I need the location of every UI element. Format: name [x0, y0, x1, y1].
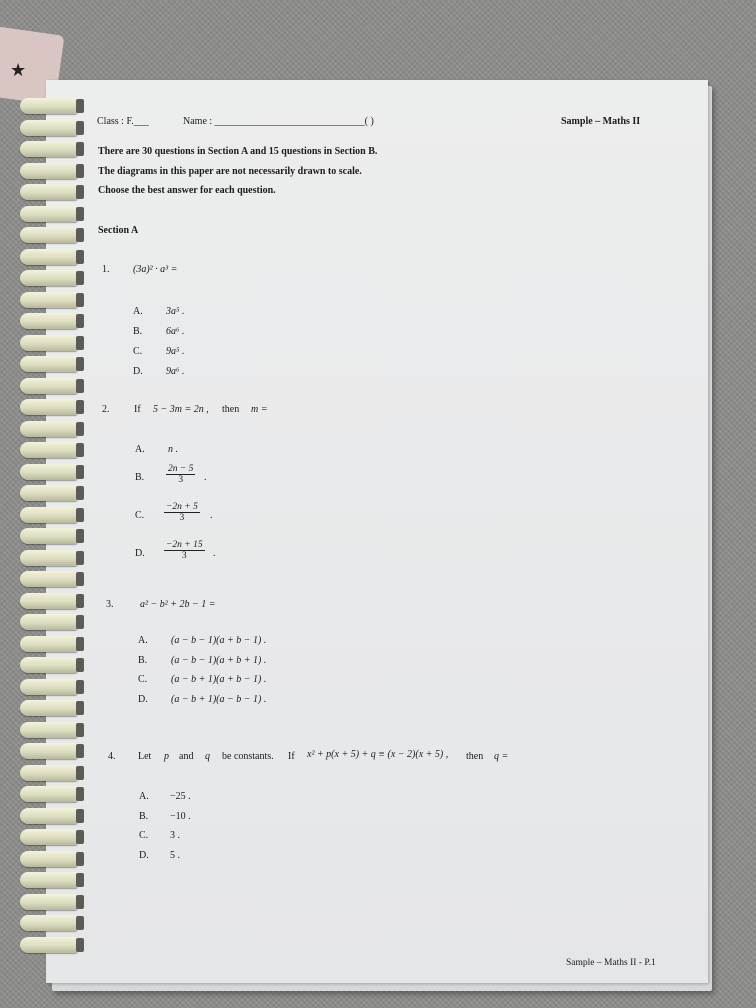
q2-option-b-denominator: 3 [178, 475, 184, 485]
exam-page [46, 80, 708, 983]
q1-option-c: 9a⁵ . [166, 346, 185, 357]
question-4-q: q [205, 751, 210, 762]
question-4-ask: q = [494, 751, 509, 762]
q2-option-b-fraction [166, 464, 195, 485]
binding-ring [20, 399, 78, 415]
binding-ring [20, 851, 78, 867]
binding-hole [76, 164, 84, 178]
question-4-constants: be constants. [222, 751, 274, 762]
binding-hole [76, 615, 84, 629]
binding-hole [76, 336, 84, 350]
q3-option-c-letter: C. [138, 674, 148, 685]
binding-ring [20, 786, 78, 802]
binding-hole [76, 637, 84, 651]
binding-ring [20, 550, 78, 566]
binding-hole [76, 185, 84, 199]
binding-ring [20, 679, 78, 695]
q2-option-d-denominator: 3 [181, 551, 187, 561]
binding-hole [76, 658, 84, 672]
question-2-equation: 5 − 3m = 2n , [153, 404, 209, 415]
question-4-then: then [466, 751, 484, 762]
binding-hole [76, 228, 84, 242]
question-4-number: 4. [108, 751, 116, 762]
binding-ring [20, 593, 78, 609]
binding-hole [76, 852, 84, 866]
binding-hole [76, 787, 84, 801]
binding-ring [20, 743, 78, 759]
q3-option-d-letter: D. [138, 694, 148, 705]
q2-option-c-numerator: −2n + 5 [166, 502, 198, 512]
binding-ring [20, 163, 78, 179]
binding-ring [20, 206, 78, 222]
binding-ring [20, 270, 78, 286]
q2-option-a-letter: A. [135, 444, 145, 455]
binding-hole [76, 594, 84, 608]
binding-hole [76, 572, 84, 586]
question-4-let: Let [138, 751, 152, 762]
question-4-equation: x² + p(x + 5) + q ≡ (x − 2)(x + 5) , [307, 749, 449, 760]
question-4-p: p [164, 751, 169, 762]
binding-ring [20, 528, 78, 544]
question-1-stem: (3a)² · a³ = [133, 264, 178, 275]
q1-option-d: 9a⁶ . [166, 366, 185, 377]
q2-option-c-tail: . [210, 510, 213, 521]
binding-ring [20, 464, 78, 480]
binding-hole [76, 400, 84, 414]
question-3-number: 3. [106, 599, 114, 610]
instruction-2: The diagrams in this paper are not necessarily drawn to scale. [98, 166, 362, 177]
q2-option-d-numerator: −2n + 15 [166, 540, 203, 550]
binding-hole [76, 121, 84, 135]
binding-ring [20, 636, 78, 652]
class-label: Class : F.___ [97, 116, 149, 127]
name-label: Name : ______________________________( ) [183, 116, 374, 127]
binding-hole [76, 551, 84, 565]
binding-hole [76, 916, 84, 930]
binding-ring [20, 292, 78, 308]
binding-ring [20, 356, 78, 372]
q2-option-b-tail: . [204, 472, 207, 483]
binding-ring [20, 442, 78, 458]
q2-option-d-letter: D. [135, 548, 145, 559]
q1-option-c-letter: C. [133, 346, 143, 357]
binding-ring [20, 485, 78, 501]
q1-option-b: 6a⁶ . [166, 326, 185, 337]
q2-option-c-fraction [164, 502, 200, 523]
q2-option-b-letter: B. [135, 472, 145, 483]
binding-hole [76, 529, 84, 543]
star-icon: ★ [10, 60, 27, 80]
q2-option-d-tail: . [213, 548, 216, 559]
binding-ring [20, 313, 78, 329]
binding-ring [20, 808, 78, 824]
instruction-1: There are 30 questions in Section A and 15 questions in Section B. [98, 146, 378, 157]
binding-hole [76, 486, 84, 500]
q1-option-d-letter: D. [133, 366, 143, 377]
binding-hole [76, 379, 84, 393]
spiral-binding [20, 98, 82, 958]
binding-ring [20, 894, 78, 910]
q4-option-c-letter: C. [139, 830, 149, 841]
paper-title: Sample – Maths II [561, 116, 641, 127]
binding-hole [76, 271, 84, 285]
binding-ring [20, 937, 78, 953]
binding-hole [76, 766, 84, 780]
binding-ring [20, 872, 78, 888]
binding-hole [76, 293, 84, 307]
question-4-if: If [288, 751, 295, 762]
question-2-number: 2. [102, 404, 110, 415]
binding-hole [76, 723, 84, 737]
binding-hole [76, 701, 84, 715]
binding-hole [76, 938, 84, 952]
binding-hole [76, 207, 84, 221]
q4-option-b: −10 . [170, 811, 191, 822]
binding-ring [20, 120, 78, 136]
question-2-then: then [222, 404, 240, 415]
q3-option-c: (a − b + 1)(a + b − 1) . [171, 674, 267, 685]
binding-ring [20, 915, 78, 931]
q1-option-b-letter: B. [133, 326, 143, 337]
question-3-stem: a² − b² + 2b − 1 = [140, 599, 216, 610]
binding-ring [20, 98, 78, 114]
binding-ring [20, 571, 78, 587]
binding-hole [76, 443, 84, 457]
binding-ring [20, 335, 78, 351]
binding-ring [20, 507, 78, 523]
q1-option-a: 3a⁵ . [166, 306, 185, 317]
q4-option-a: −25 . [170, 791, 191, 802]
q4-option-c: 3 . [170, 830, 180, 841]
binding-hole [76, 830, 84, 844]
binding-hole [76, 99, 84, 113]
question-1-number: 1. [102, 264, 110, 275]
q2-option-b-numerator: 2n − 5 [168, 464, 194, 474]
question-2-if: If [134, 404, 141, 415]
binding-ring [20, 657, 78, 673]
binding-hole [76, 873, 84, 887]
q3-option-a-letter: A. [138, 635, 148, 646]
instruction-3: Choose the best answer for each question. [98, 185, 276, 196]
q2-option-c-denominator: 3 [179, 513, 185, 523]
binding-hole [76, 314, 84, 328]
binding-hole [76, 744, 84, 758]
q3-option-d: (a − b + 1)(a − b − 1) . [171, 694, 267, 705]
q3-option-a: (a − b − 1)(a + b − 1) . [171, 635, 267, 646]
q3-option-b-letter: B. [138, 655, 148, 666]
binding-ring [20, 614, 78, 630]
binding-hole [76, 895, 84, 909]
question-4-and: and [179, 751, 194, 762]
q4-option-d-letter: D. [139, 850, 149, 861]
binding-ring [20, 829, 78, 845]
binding-ring [20, 421, 78, 437]
binding-hole [76, 422, 84, 436]
binding-ring [20, 378, 78, 394]
q2-option-c-letter: C. [135, 510, 145, 521]
binding-hole [76, 465, 84, 479]
binding-hole [76, 508, 84, 522]
page-footer: Sample – Maths II - P.1 [566, 958, 656, 968]
q2-option-d-fraction [164, 540, 205, 561]
q3-option-b: (a − b − 1)(a + b + 1) . [171, 655, 267, 666]
binding-hole [76, 809, 84, 823]
question-2-ask: m = [251, 404, 268, 415]
q4-option-a-letter: A. [139, 791, 149, 802]
binding-ring [20, 700, 78, 716]
binding-ring [20, 227, 78, 243]
q2-option-a: n . [168, 444, 178, 455]
binding-ring [20, 249, 78, 265]
section-title: Section A [98, 225, 139, 236]
binding-hole [76, 680, 84, 694]
q4-option-b-letter: B. [139, 811, 149, 822]
binding-ring [20, 722, 78, 738]
binding-hole [76, 142, 84, 156]
binding-ring [20, 184, 78, 200]
binding-ring [20, 765, 78, 781]
binding-ring [20, 141, 78, 157]
binding-hole [76, 250, 84, 264]
q1-option-a-letter: A. [133, 306, 143, 317]
binding-hole [76, 357, 84, 371]
q4-option-d: 5 . [170, 850, 180, 861]
